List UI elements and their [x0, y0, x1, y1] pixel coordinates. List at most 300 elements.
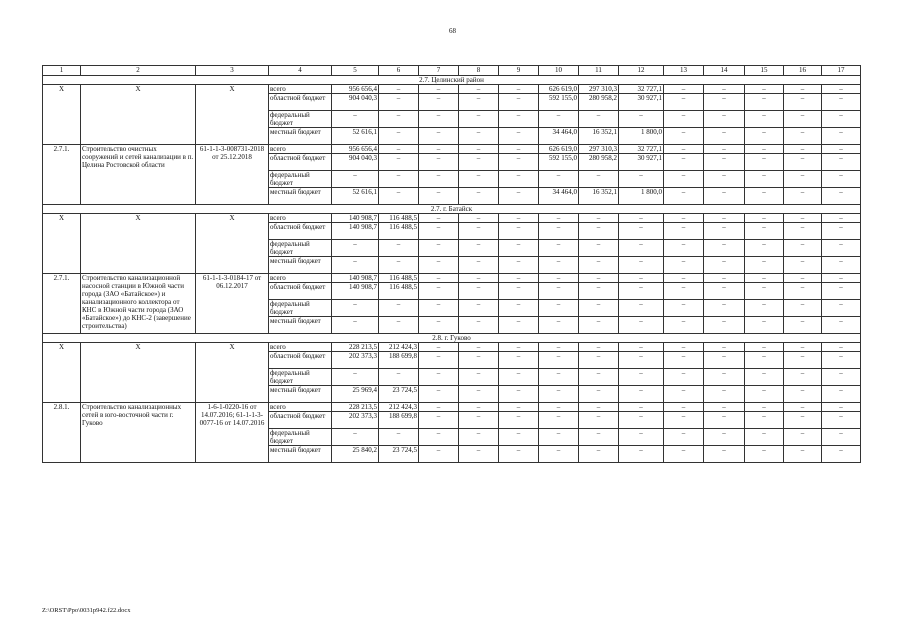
amount-cell: –	[539, 223, 579, 240]
table-body	[43, 66, 861, 463]
funding-source: областной бюджет	[269, 412, 332, 429]
column-number: 10	[539, 66, 579, 76]
amount-cell: –	[579, 257, 619, 274]
amount-cell: –	[579, 369, 619, 386]
amount-cell: –	[619, 283, 664, 300]
object-code: Х	[43, 85, 81, 145]
amount-cell: –	[499, 214, 539, 223]
amount-cell: 140 908,7	[332, 274, 379, 283]
amount-cell: –	[619, 171, 664, 188]
amount-cell: 228 213,5	[332, 343, 379, 352]
amount-cell: –	[579, 403, 619, 412]
amount-cell: –	[499, 94, 539, 111]
amount-cell: –	[664, 343, 704, 352]
amount-cell: –	[822, 369, 861, 386]
amount-cell: –	[499, 386, 539, 403]
amount-cell: –	[579, 300, 619, 317]
amount-cell: –	[459, 317, 499, 334]
column-number: 11	[579, 66, 619, 76]
amount-cell: –	[539, 240, 579, 257]
amount-cell: –	[579, 352, 619, 369]
amount-cell: –	[539, 412, 579, 429]
amount-cell: –	[784, 369, 822, 386]
amount-cell: –	[704, 412, 745, 429]
amount-cell: 116 488,5	[379, 223, 419, 240]
amount-cell: –	[745, 111, 784, 128]
column-number: 13	[664, 66, 704, 76]
amount-cell: –	[419, 145, 459, 154]
amount-cell: –	[379, 369, 419, 386]
amount-cell: –	[745, 300, 784, 317]
amount-cell: 52 616,1	[332, 128, 379, 145]
amount-cell: –	[822, 94, 861, 111]
amount-cell: –	[822, 188, 861, 205]
funding-source: местный бюджет	[269, 257, 332, 274]
amount-cell: –	[745, 257, 784, 274]
amount-cell: –	[419, 111, 459, 128]
amount-cell: –	[704, 85, 745, 94]
amount-cell: 16 352,1	[579, 128, 619, 145]
funding-source: всего	[269, 274, 332, 283]
amount-cell: 140 908,7	[332, 214, 379, 223]
amount-cell: –	[822, 240, 861, 257]
object-code: 2.7.1.	[43, 145, 81, 205]
amount-cell: –	[704, 300, 745, 317]
amount-cell: –	[619, 300, 664, 317]
amount-cell: –	[539, 369, 579, 386]
amount-cell: –	[499, 300, 539, 317]
amount-cell: –	[704, 386, 745, 403]
amount-cell: –	[459, 128, 499, 145]
amount-cell: –	[419, 257, 459, 274]
amount-cell: –	[539, 343, 579, 352]
amount-cell: 228 213,5	[332, 403, 379, 412]
amount-cell: –	[579, 274, 619, 283]
amount-cell: –	[459, 300, 499, 317]
funding-source: местный бюджет	[269, 386, 332, 403]
amount-cell: 16 352,1	[579, 188, 619, 205]
amount-cell: –	[499, 274, 539, 283]
amount-cell: –	[664, 171, 704, 188]
amount-cell: –	[664, 85, 704, 94]
footer-file-path: Z:\ORST\Ppo\0031p942.f22.docx	[42, 607, 131, 614]
amount-cell: –	[745, 154, 784, 171]
amount-cell: –	[619, 223, 664, 240]
funding-source: федеральный бюджет	[269, 300, 332, 317]
amount-cell: –	[822, 283, 861, 300]
amount-cell: –	[784, 111, 822, 128]
amount-cell: –	[419, 274, 459, 283]
amount-cell: –	[619, 240, 664, 257]
amount-cell: –	[784, 283, 822, 300]
amount-cell: –	[419, 188, 459, 205]
amount-cell: 592 155,0	[539, 94, 579, 111]
amount-cell: –	[379, 128, 419, 145]
column-number: 8	[459, 66, 499, 76]
amount-cell: –	[459, 188, 499, 205]
amount-cell: –	[419, 386, 459, 403]
amount-cell: –	[499, 223, 539, 240]
amount-cell: –	[419, 343, 459, 352]
amount-cell: –	[499, 369, 539, 386]
amount-cell: –	[822, 386, 861, 403]
amount-cell: –	[704, 283, 745, 300]
amount-cell: –	[784, 223, 822, 240]
amount-cell: –	[419, 85, 459, 94]
amount-cell: –	[745, 369, 784, 386]
amount-cell: –	[579, 446, 619, 463]
column-number: 3	[196, 66, 269, 76]
object-code: 2.7.1.	[43, 274, 81, 334]
table-row	[43, 214, 861, 223]
amount-cell: –	[579, 429, 619, 446]
amount-cell: 212 424,3	[379, 403, 419, 412]
amount-cell: 116 488,5	[379, 283, 419, 300]
amount-cell: –	[379, 257, 419, 274]
amount-cell: –	[619, 429, 664, 446]
amount-cell: –	[499, 429, 539, 446]
amount-cell: –	[459, 283, 499, 300]
amount-cell: –	[784, 145, 822, 154]
amount-cell: –	[664, 257, 704, 274]
amount-cell: –	[704, 128, 745, 145]
amount-cell: –	[419, 240, 459, 257]
amount-cell: 140 908,7	[332, 223, 379, 240]
column-number: 4	[269, 66, 332, 76]
amount-cell: 188 699,8	[379, 352, 419, 369]
amount-cell: –	[459, 145, 499, 154]
amount-cell: –	[539, 214, 579, 223]
amount-cell: 30 927,1	[619, 154, 664, 171]
amount-cell: –	[784, 128, 822, 145]
amount-cell: –	[419, 429, 459, 446]
amount-cell: 280 958,2	[579, 94, 619, 111]
amount-cell: –	[619, 412, 664, 429]
amount-cell: –	[745, 386, 784, 403]
amount-cell: –	[664, 429, 704, 446]
amount-cell: –	[704, 343, 745, 352]
funding-source: всего	[269, 403, 332, 412]
amount-cell: –	[379, 145, 419, 154]
amount-cell: –	[579, 214, 619, 223]
project-document: Х	[196, 343, 269, 403]
amount-cell: –	[784, 403, 822, 412]
funding-source: всего	[269, 343, 332, 352]
amount-cell: –	[619, 386, 664, 403]
amount-cell: –	[459, 403, 499, 412]
column-number: 6	[379, 66, 419, 76]
table-row	[43, 274, 861, 283]
amount-cell: –	[704, 94, 745, 111]
amount-cell: –	[579, 386, 619, 403]
amount-cell: –	[664, 283, 704, 300]
section-title: 2.7. г. Батайск	[43, 205, 861, 214]
amount-cell: –	[784, 317, 822, 334]
funding-source: областной бюджет	[269, 154, 332, 171]
amount-cell: 34 464,0	[539, 188, 579, 205]
amount-cell: 25 840,2	[332, 446, 379, 463]
amount-cell: –	[579, 317, 619, 334]
object-name: Строительство канализационных сетей в юго-восточной части г. Гуково	[81, 403, 196, 463]
amount-cell: –	[664, 274, 704, 283]
amount-cell: –	[704, 240, 745, 257]
object-name: Х	[81, 85, 196, 145]
amount-cell: –	[704, 446, 745, 463]
amount-cell: –	[745, 446, 784, 463]
amount-cell: –	[745, 223, 784, 240]
section-title: 2.8. г. Гуково	[43, 334, 861, 343]
table-row	[43, 85, 861, 94]
amount-cell: –	[379, 171, 419, 188]
project-document: Х	[196, 85, 269, 145]
amount-cell: 904 040,3	[332, 154, 379, 171]
amount-cell: –	[419, 214, 459, 223]
amount-cell: –	[499, 154, 539, 171]
funding-source: местный бюджет	[269, 446, 332, 463]
amount-cell: –	[419, 446, 459, 463]
amount-cell: –	[332, 429, 379, 446]
amount-cell: –	[745, 352, 784, 369]
amount-cell: –	[745, 412, 784, 429]
amount-cell: –	[419, 154, 459, 171]
amount-cell: –	[499, 171, 539, 188]
amount-cell: –	[619, 352, 664, 369]
amount-cell: –	[745, 240, 784, 257]
amount-cell: –	[704, 214, 745, 223]
column-number: 15	[745, 66, 784, 76]
amount-cell: 34 464,0	[539, 128, 579, 145]
amount-cell: –	[379, 94, 419, 111]
amount-cell: 1 800,0	[619, 128, 664, 145]
amount-cell: –	[619, 214, 664, 223]
amount-cell: –	[459, 240, 499, 257]
amount-cell: 212 424,3	[379, 343, 419, 352]
amount-cell: –	[459, 223, 499, 240]
amount-cell: 188 699,8	[379, 412, 419, 429]
amount-cell: –	[745, 128, 784, 145]
amount-cell: –	[539, 283, 579, 300]
amount-cell: –	[459, 429, 499, 446]
amount-cell: –	[539, 257, 579, 274]
amount-cell: –	[664, 317, 704, 334]
amount-cell: –	[704, 317, 745, 334]
amount-cell: –	[745, 429, 784, 446]
column-number: 14	[704, 66, 745, 76]
amount-cell: –	[704, 369, 745, 386]
amount-cell: –	[419, 128, 459, 145]
amount-cell: –	[499, 412, 539, 429]
amount-cell: –	[704, 274, 745, 283]
column-number: 9	[499, 66, 539, 76]
amount-cell: –	[784, 386, 822, 403]
amount-cell: –	[822, 317, 861, 334]
amount-cell: 30 927,1	[619, 94, 664, 111]
amount-cell: –	[332, 369, 379, 386]
amount-cell: –	[822, 128, 861, 145]
amount-cell: –	[704, 429, 745, 446]
amount-cell: –	[784, 94, 822, 111]
table-row	[43, 145, 861, 154]
amount-cell: –	[459, 274, 499, 283]
amount-cell: –	[784, 240, 822, 257]
amount-cell: –	[419, 223, 459, 240]
amount-cell: –	[419, 317, 459, 334]
amount-cell: –	[664, 352, 704, 369]
amount-cell: –	[539, 317, 579, 334]
amount-cell: –	[822, 274, 861, 283]
amount-cell: 23 724,5	[379, 446, 419, 463]
amount-cell: –	[499, 317, 539, 334]
amount-cell: –	[704, 257, 745, 274]
amount-cell: –	[459, 111, 499, 128]
amount-cell: –	[822, 171, 861, 188]
amount-cell: –	[459, 257, 499, 274]
amount-cell: –	[704, 403, 745, 412]
amount-cell: –	[822, 352, 861, 369]
amount-cell: –	[664, 145, 704, 154]
funding-source: федеральный бюджет	[269, 369, 332, 386]
project-document: Х	[196, 214, 269, 274]
page-number: 68	[449, 27, 456, 35]
amount-cell: –	[419, 412, 459, 429]
amount-cell: –	[784, 274, 822, 283]
project-document: 1-6-1-0220-16 от 14.07.2016; 61-1-1-3-0077-16 от 14.07.2016	[196, 403, 269, 463]
amount-cell: –	[459, 171, 499, 188]
amount-cell: 116 488,5	[379, 214, 419, 223]
amount-cell: 23 724,5	[379, 386, 419, 403]
column-number: 2	[81, 66, 196, 76]
amount-cell: –	[664, 223, 704, 240]
amount-cell: –	[784, 85, 822, 94]
amount-cell: –	[704, 171, 745, 188]
amount-cell: –	[379, 429, 419, 446]
amount-cell: –	[419, 300, 459, 317]
amount-cell: 32 727,1	[619, 145, 664, 154]
amount-cell: –	[379, 240, 419, 257]
amount-cell: –	[539, 111, 579, 128]
amount-cell: –	[332, 300, 379, 317]
amount-cell: –	[619, 343, 664, 352]
amount-cell: –	[664, 386, 704, 403]
amount-cell: –	[619, 403, 664, 412]
amount-cell: –	[619, 446, 664, 463]
amount-cell: –	[499, 240, 539, 257]
column-number: 12	[619, 66, 664, 76]
amount-cell: –	[704, 111, 745, 128]
amount-cell: –	[822, 446, 861, 463]
amount-cell: –	[539, 300, 579, 317]
amount-cell: –	[419, 352, 459, 369]
funding-source: всего	[269, 145, 332, 154]
amount-cell: –	[784, 446, 822, 463]
amount-cell: –	[704, 145, 745, 154]
amount-cell: –	[379, 317, 419, 334]
funding-source: федеральный бюджет	[269, 171, 332, 188]
funding-source: всего	[269, 214, 332, 223]
column-number: 7	[419, 66, 459, 76]
funding-source: федеральный бюджет	[269, 429, 332, 446]
column-number: 5	[332, 66, 379, 76]
amount-cell: 297 310,3	[579, 145, 619, 154]
amount-cell: –	[499, 188, 539, 205]
amount-cell: –	[619, 369, 664, 386]
funding-source: федеральный бюджет	[269, 240, 332, 257]
budget-table	[42, 65, 861, 463]
amount-cell: –	[822, 214, 861, 223]
amount-cell: –	[499, 85, 539, 94]
amount-cell: –	[745, 343, 784, 352]
amount-cell: –	[459, 154, 499, 171]
amount-cell: –	[419, 171, 459, 188]
amount-cell: –	[664, 154, 704, 171]
amount-cell: –	[539, 386, 579, 403]
amount-cell: –	[664, 412, 704, 429]
funding-source: местный бюджет	[269, 188, 332, 205]
amount-cell: –	[822, 300, 861, 317]
amount-cell: –	[419, 369, 459, 386]
amount-cell: –	[459, 214, 499, 223]
amount-cell: 592 155,0	[539, 154, 579, 171]
amount-cell: –	[784, 171, 822, 188]
funding-source: областной бюджет	[269, 283, 332, 300]
amount-cell: –	[784, 352, 822, 369]
funding-source: областной бюджет	[269, 94, 332, 111]
amount-cell: 52 616,1	[332, 188, 379, 205]
amount-cell: –	[664, 240, 704, 257]
amount-cell: –	[745, 85, 784, 94]
amount-cell: 904 040,3	[332, 94, 379, 111]
amount-cell: –	[822, 154, 861, 171]
amount-cell: –	[745, 214, 784, 223]
object-code: Х	[43, 343, 81, 403]
amount-cell: 956 656,4	[332, 145, 379, 154]
section-title: 2.7. Целинский район	[43, 76, 861, 85]
amount-cell: –	[539, 429, 579, 446]
amount-cell: 297 310,3	[579, 85, 619, 94]
amount-cell: –	[459, 352, 499, 369]
amount-cell: –	[745, 171, 784, 188]
funding-source: областной бюджет	[269, 352, 332, 369]
amount-cell: 32 727,1	[619, 85, 664, 94]
amount-cell: 202 373,3	[332, 412, 379, 429]
funding-source: всего	[269, 85, 332, 94]
object-name: Строительство очистных сооружений и сетей канализации в п. Целина Ростовской области	[81, 145, 196, 205]
amount-cell: –	[822, 85, 861, 94]
amount-cell: –	[379, 111, 419, 128]
amount-cell: –	[539, 274, 579, 283]
amount-cell: –	[784, 429, 822, 446]
amount-cell: –	[704, 188, 745, 205]
amount-cell: –	[459, 412, 499, 429]
amount-cell: –	[579, 283, 619, 300]
amount-cell: –	[664, 446, 704, 463]
amount-cell: –	[822, 343, 861, 352]
amount-cell: –	[822, 403, 861, 412]
amount-cell: –	[379, 188, 419, 205]
amount-cell: –	[539, 171, 579, 188]
amount-cell: –	[499, 111, 539, 128]
funding-source: местный бюджет	[269, 128, 332, 145]
amount-cell: –	[499, 145, 539, 154]
amount-cell: –	[419, 283, 459, 300]
amount-cell: –	[619, 274, 664, 283]
amount-cell: –	[704, 223, 745, 240]
amount-cell: –	[332, 111, 379, 128]
amount-cell: –	[459, 386, 499, 403]
amount-cell: –	[704, 154, 745, 171]
funding-source: областной бюджет	[269, 223, 332, 240]
amount-cell: 140 908,7	[332, 283, 379, 300]
